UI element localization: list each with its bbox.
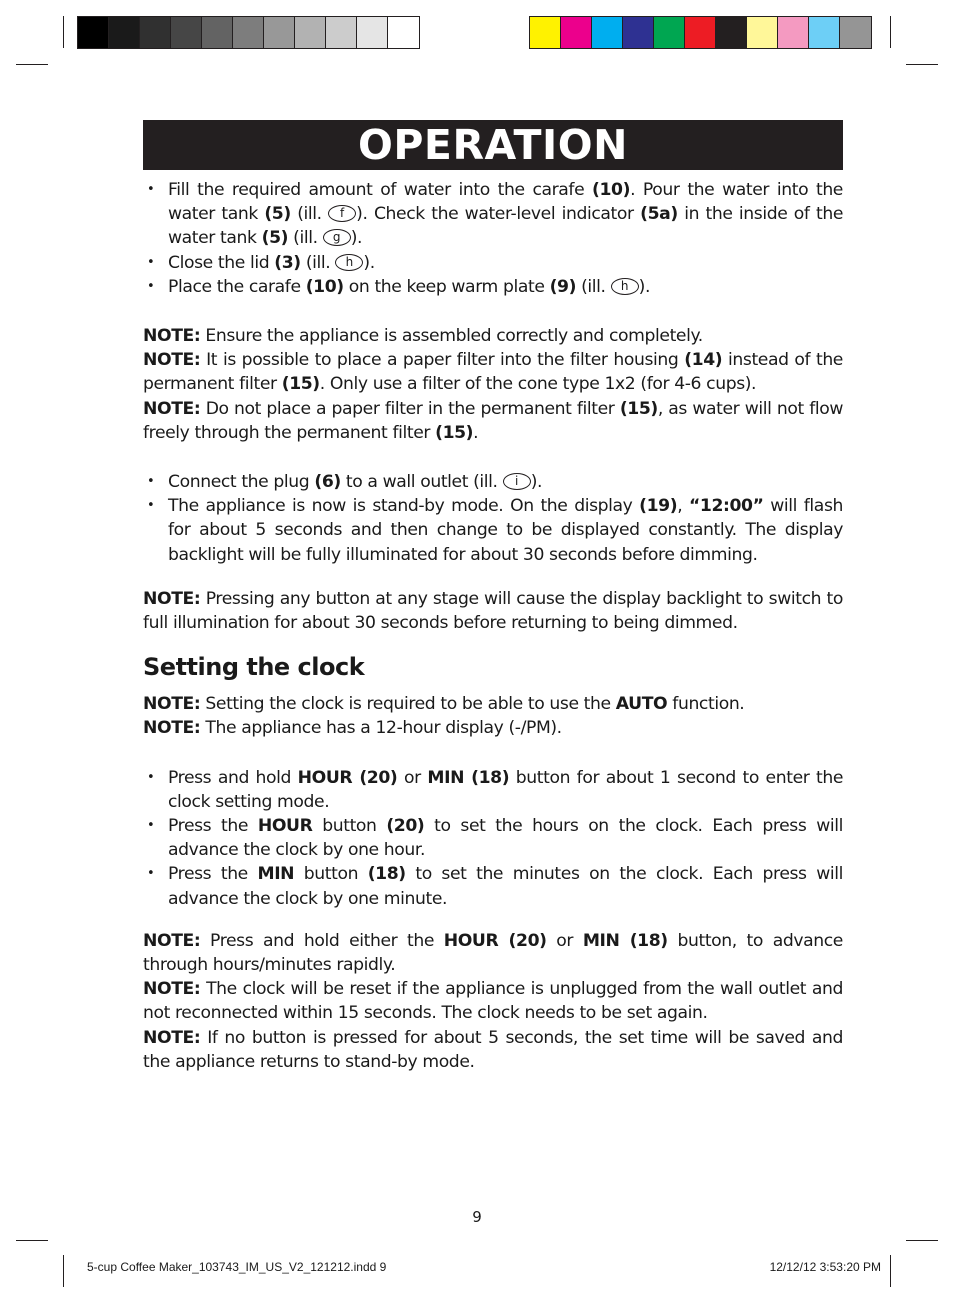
list-item (143, 862, 843, 910)
text-run: Press the (168, 864, 258, 885)
note-label: NOTE: (143, 588, 201, 609)
reference-number: (18) (367, 864, 406, 885)
list-item (143, 766, 843, 814)
text-run: Place the carafe (168, 276, 306, 297)
color-swatch (809, 17, 840, 48)
color-swatch (295, 17, 326, 48)
text-run: ). (638, 276, 651, 297)
file-slug: 5-cup Coffee Maker_103743_IM_US_V2_121212.indd 9 (87, 1260, 387, 1274)
reference-number: (10) (305, 276, 344, 297)
note-paragraph (143, 977, 843, 1025)
text-run: , as water will not flow freely through the permanent filter (143, 398, 843, 443)
grayscale-color-bar (77, 16, 420, 49)
clock-notes (143, 692, 843, 740)
illustration-ref-icon: h (335, 254, 363, 271)
crop-mark (16, 1240, 48, 1241)
text-run: ). (350, 228, 363, 249)
reference-number: (3) (274, 252, 301, 273)
crop-mark (906, 1240, 938, 1241)
page-title: OPERATION (143, 120, 843, 170)
text-run: . (473, 422, 479, 443)
note-paragraph (143, 397, 843, 445)
text-run: The clock will be reset if the appliance is unplugged from the wall outlet and not reconnected within 15 seconds. The clock needs to be set again. (143, 979, 843, 1024)
clock-notes-after (143, 929, 843, 1074)
text-run: Fill the required amount of water into the carafe (168, 180, 593, 200)
text-run: Close the lid (168, 252, 275, 273)
clock-steps-list (143, 766, 843, 911)
text-run: Connect the plug (168, 472, 315, 493)
color-swatch (109, 17, 140, 48)
list-item (143, 275, 843, 299)
crop-mark (906, 64, 938, 65)
section-heading: Setting the clock (143, 653, 365, 682)
reference-number: (15) (435, 422, 474, 443)
assembly-notes (143, 324, 843, 445)
color-swatch (530, 17, 561, 48)
color-swatch (592, 17, 623, 48)
list-item (143, 814, 843, 862)
list-item (143, 251, 843, 275)
note-label: NOTE: (143, 326, 201, 347)
note-label: NOTE: (143, 930, 201, 951)
list-item (143, 470, 843, 494)
reference-number: (15) (281, 374, 320, 395)
illustration-ref-icon: i (503, 473, 531, 490)
illustration-ref-icon: h (611, 278, 639, 295)
color-swatch (623, 17, 654, 48)
note-paragraph (143, 324, 843, 348)
reference-number: HOUR (20) (297, 767, 398, 788)
text-run: on the keep warm plate (343, 276, 550, 297)
reference-number: HOUR (257, 816, 313, 837)
setup-steps-list (143, 178, 843, 299)
reference-number: (9) (549, 276, 577, 297)
reference-number: AUTO (615, 694, 668, 715)
illustration-ref-icon: g (323, 229, 351, 246)
text-run: button (312, 816, 387, 837)
color-swatch (140, 17, 171, 48)
reference-number: (15) (619, 398, 658, 419)
crop-mark (16, 64, 48, 65)
power-steps-list (143, 470, 843, 567)
text-run: to set the hours on the clock. Each press will advance the clock by one hour. (168, 816, 844, 861)
note-paragraph (143, 692, 843, 716)
reference-number: MIN (18) (582, 930, 668, 951)
color-swatch (654, 17, 685, 48)
text-run: The appliance is now is stand-by mode. On the display (168, 496, 640, 517)
reference-number: HOUR (20) (443, 930, 547, 951)
text-run: (ill. (290, 204, 329, 225)
text-run: Press and hold either the (200, 930, 444, 951)
color-swatch (326, 17, 357, 48)
text-run: Ensure the appliance is assembled correctly and completely. (200, 326, 703, 347)
note-label: NOTE: (143, 979, 201, 1000)
text-run: (ill. (576, 276, 611, 297)
process-color-bar (529, 16, 872, 49)
note-label: NOTE: (143, 694, 201, 715)
text-run: in the inside of the water tank (168, 204, 844, 249)
text-run: . Only use a filter of the cone type 1x2 (for 4-6 cups). (319, 374, 757, 395)
text-run: Setting the clock is required to be able to use the (200, 694, 616, 715)
list-item (143, 494, 843, 567)
text-run: , (677, 496, 690, 517)
reference-number: (20) (386, 816, 425, 837)
list-item (143, 178, 843, 251)
reference-number: (5) (264, 204, 291, 225)
note-text: Pressing any button at any stage will cause the display backlight to switch to full illumination for about 30 seconds before returning to being dimmed. (143, 588, 843, 634)
text-run: button for about 1 second to enter the clock setting mode. (168, 767, 844, 812)
reference-number: MIN (257, 864, 295, 885)
text-run: function. (667, 694, 745, 715)
page-number: 9 (472, 1208, 482, 1226)
reference-number: (10) (592, 180, 631, 200)
text-run: . Pour the water into the water tank (168, 180, 843, 225)
reference-number: (19) (639, 496, 678, 517)
color-swatch (233, 17, 264, 48)
text-run: ). (530, 472, 543, 493)
text-run: ). Check the water-level indicator (356, 204, 641, 225)
color-swatch (78, 17, 109, 48)
text-run: ). (363, 252, 375, 273)
color-swatch (778, 17, 809, 48)
note-label: NOTE: (143, 1027, 201, 1048)
reference-number: (5) (261, 228, 289, 249)
note-paragraph (143, 1026, 843, 1074)
color-swatch (561, 17, 592, 48)
color-swatch (685, 17, 716, 48)
backlight-note (143, 587, 843, 635)
crop-mark (890, 16, 891, 48)
text-run: Press the (168, 816, 258, 837)
note-label: NOTE: (143, 718, 201, 739)
text-run: Press and hold (168, 767, 298, 788)
note-label: NOTE: (143, 350, 201, 371)
reference-number: MIN (18) (427, 767, 510, 788)
color-swatch (264, 17, 295, 48)
text-run: to a wall outlet (ill. (340, 472, 503, 493)
text-run: (ill. (288, 228, 323, 249)
reference-number: “12:00” (689, 496, 764, 517)
crop-mark (63, 1255, 64, 1287)
crop-mark (63, 16, 64, 48)
color-swatch (357, 17, 388, 48)
text-run: (ill. (300, 252, 336, 273)
document-body (143, 178, 843, 1074)
color-swatch (202, 17, 233, 48)
text-run: The appliance has a 12-hour display (-/PM). (200, 718, 562, 739)
color-swatch (171, 17, 202, 48)
reference-number: (6) (314, 472, 341, 493)
note-paragraph (143, 929, 843, 977)
text-run: or (397, 767, 428, 788)
text-run: button, to advance through hours/minutes rapidly. (143, 930, 843, 976)
text-run: Do not place a paper filter in the permanent filter (200, 398, 620, 419)
text-run: button (294, 864, 368, 885)
text-run: to set the minutes on the clock. Each press will advance the clock by one minute. (168, 864, 844, 909)
text-run: It is possible to place a paper filter into the filter housing (200, 350, 685, 371)
note-paragraph (143, 716, 843, 740)
crop-mark (890, 1255, 891, 1287)
reference-number: (5a) (640, 204, 678, 225)
color-swatch (840, 17, 871, 48)
color-swatch (388, 17, 419, 48)
color-swatch (716, 17, 747, 48)
text-run: will flash for about 5 seconds and then change to be displayed constantly. The display backlight will be fully illuminated for about 30 seconds before dimming. (168, 496, 843, 565)
reference-number: (14) (684, 350, 723, 371)
date-slug: 12/12/12 3:53:20 PM (769, 1260, 881, 1274)
text-run: If no button is pressed for about 5 seconds, the set time will be saved and the appliance returns to stand-by mode. (143, 1027, 843, 1072)
text-run: instead of the permanent filter (143, 350, 843, 395)
note-paragraph (143, 348, 843, 396)
color-swatch (747, 17, 778, 48)
illustration-ref-icon: f (328, 205, 356, 222)
text-run: or (546, 930, 583, 951)
note-label: NOTE: (143, 398, 201, 419)
